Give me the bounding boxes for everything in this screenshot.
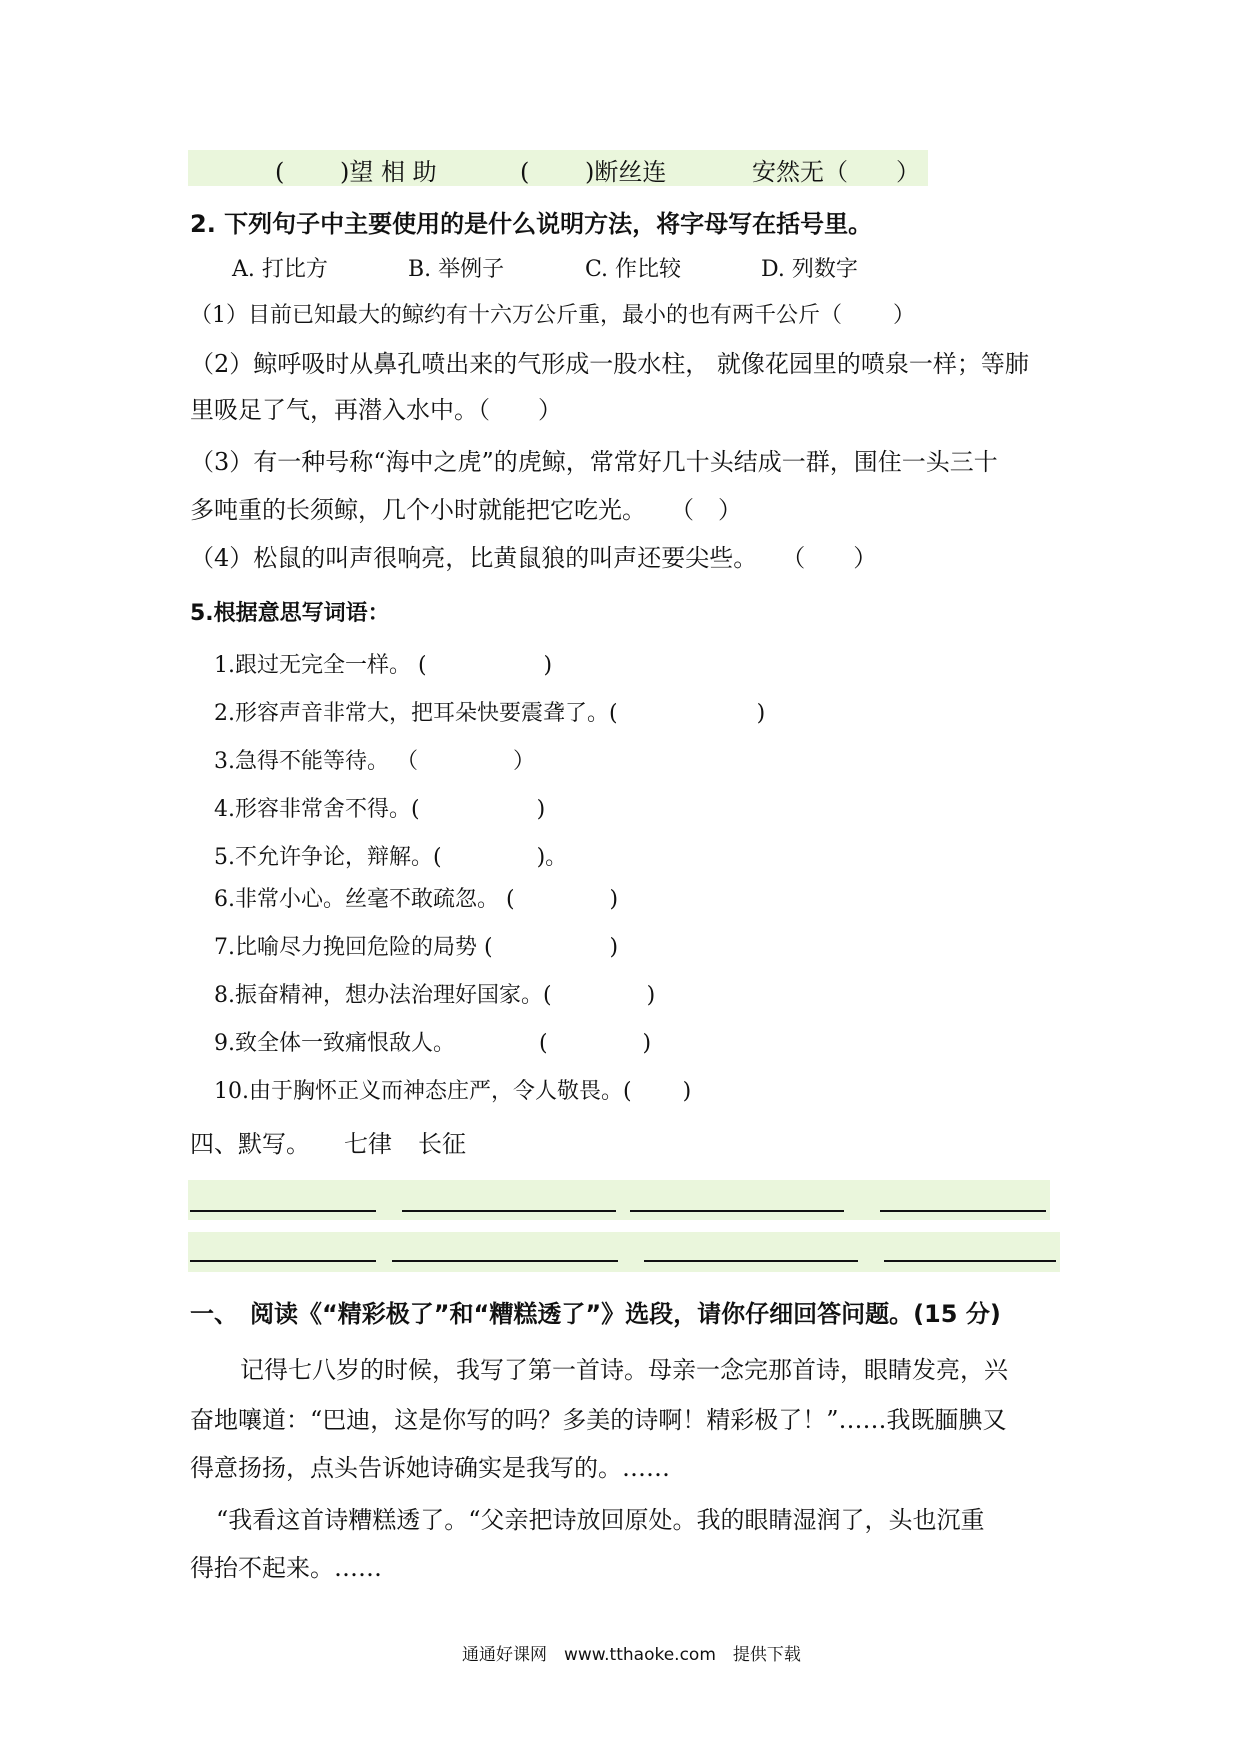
- reading-heading: 一、 阅读《“精彩极了”和“糟糕透了”》选段，请你仔细回答问题。(15 分): [190, 1300, 1001, 1328]
- q5-item-5: 5.不允许争论，辩解。( )。: [214, 845, 568, 870]
- q5-item-9: 9.致全体一致痛恨敌人。 ( ): [214, 1031, 652, 1056]
- q2-item-2: （2）鲸呼吸时从鼻孔喷出来的气形成一股水柱， 就像花园里的喷泉一样；等肺: [190, 350, 1029, 378]
- q2-item-3: （3）有一种号称“海中之虎”的虎鲸，常常好几十头结成一群，围住一头三十: [190, 448, 998, 476]
- highlight-dictation-row-2: [188, 1232, 1060, 1272]
- q5-item-6: 6.非常小心。丝毫不敢疏忽。 ( ): [214, 887, 619, 912]
- reading-line-1: 记得七八岁的时候，我写了第一首诗。母亲一念完那首诗，眼睛发亮，兴: [240, 1356, 1008, 1384]
- q2-option-b: B. 举例子: [408, 257, 505, 282]
- answer-line[interactable]: [402, 1210, 616, 1212]
- q2-item-3-cont: 多吨重的长须鲸，几个小时就能把它吃光。 （ ）: [190, 496, 742, 524]
- q2-option-d: D. 列数字: [761, 257, 858, 282]
- poem-title: 长征: [418, 1130, 466, 1158]
- q5-item-7: 7.比喻尽力挽回危险的局势 ( ): [214, 935, 619, 960]
- idiom-item-3: 安然无（ ）: [752, 158, 920, 186]
- q2-option-a: A. 打比方: [232, 257, 328, 282]
- answer-line[interactable]: [190, 1210, 376, 1212]
- q2-item-4: （4）松鼠的叫声很响亮，比黄鼠狼的叫声还要尖些。 （ ）: [190, 544, 878, 572]
- answer-line[interactable]: [884, 1260, 1056, 1262]
- q2-option-c: C. 作比较: [585, 257, 682, 282]
- poem-type: 七律: [344, 1130, 392, 1158]
- reading-line-2: 奋地嚷道：“巴迪，这是你写的吗？多美的诗啊！精彩极了！”……我既腼腆又: [190, 1406, 1007, 1434]
- footer-credit: 通通好课网 www.tthaoke.com 提供下载: [462, 1645, 801, 1665]
- answer-line[interactable]: [644, 1260, 858, 1262]
- q2-heading: 2. 下列句子中主要使用的是什么说明方法，将字母写在括号里。: [190, 210, 873, 238]
- q2-item-2-cont: 里吸足了气，再潜入水中。（ ）: [190, 396, 562, 424]
- answer-line[interactable]: [190, 1260, 376, 1262]
- q5-item-10: 10.由于胸怀正义而神态庄严，令人敬畏。( ): [214, 1079, 692, 1104]
- reading-line-3: 得意扬扬，点头告诉她诗确实是我写的。……: [190, 1454, 670, 1482]
- answer-line[interactable]: [392, 1260, 618, 1262]
- q2-item-1: （1）目前已知最大的鲸约有十六万公斤重，最小的也有两千公斤（ ）: [190, 303, 915, 328]
- q5-item-4: 4.形容非常舍不得。( ): [214, 797, 546, 822]
- idiom-item-2: ( )断丝连: [520, 158, 667, 186]
- reading-line-4: “我看这首诗糟糕透了。“父亲把诗放回原处。我的眼睛湿润了，头也沉重: [216, 1506, 985, 1534]
- q5-item-3: 3.急得不能等待。 （ ）: [214, 749, 535, 774]
- section4-label: 四、默写。: [190, 1130, 310, 1158]
- q5-item-2: 2.形容声音非常大，把耳朵快要震聋了。( ): [214, 701, 766, 726]
- q5-item-1: 1.跟过无完全一样。 ( ): [214, 653, 553, 678]
- answer-line[interactable]: [630, 1210, 844, 1212]
- idiom-item-1: ( )望 相 助: [275, 158, 437, 186]
- q5-heading: 5.根据意思写词语：: [190, 601, 390, 626]
- reading-line-5: 得抬不起来。……: [190, 1554, 382, 1582]
- answer-line[interactable]: [880, 1210, 1046, 1212]
- highlight-dictation-row-1: [188, 1180, 1050, 1220]
- q5-item-8: 8.振奋精神，想办法治理好国家。( ): [214, 983, 656, 1008]
